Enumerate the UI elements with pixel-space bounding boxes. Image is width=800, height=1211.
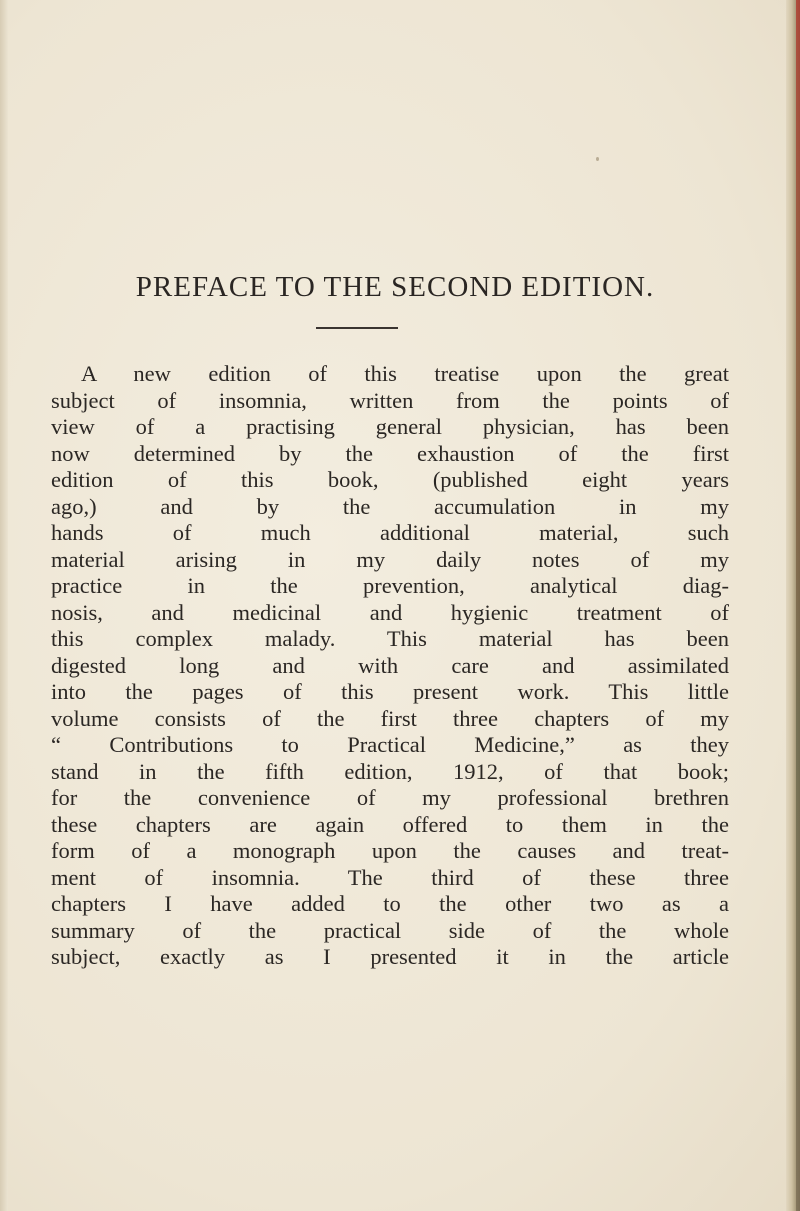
text-line-11: this complex malady. This material has been bbox=[51, 626, 729, 651]
text-line-2: subject of insomnia, written from the points of bbox=[51, 387, 729, 413]
preface-heading: PREFACE TO THE SECOND EDITION. bbox=[135, 271, 655, 303]
text-line-7: hands of much additional material, such bbox=[51, 520, 729, 545]
text-line-22: summary of the practical side of the whole bbox=[51, 917, 729, 943]
paper-speck bbox=[596, 157, 599, 161]
text-line-10: nosis, and medicinal and hygienic treatment of bbox=[51, 599, 729, 625]
book-spine-edge bbox=[786, 0, 800, 1211]
text-line-8: material arising in my daily notes of my bbox=[51, 546, 729, 572]
text-line-20: ment of insomnia. The third of these three bbox=[51, 864, 729, 890]
text-line-12: digested long and with care and assimilated bbox=[51, 652, 729, 678]
preface-body bbox=[51, 361, 729, 971]
spine-tint bbox=[796, 0, 800, 1211]
text-line-23: subject, exactly as I presented it in the article bbox=[51, 944, 729, 969]
text-line-17: for the convenience of my professional brethren bbox=[51, 785, 729, 810]
text-line-14: volume consists of the first three chapters of my bbox=[51, 705, 729, 731]
text-line-3: view of a practising general physician, has been bbox=[51, 414, 729, 439]
text-line-19: form of a monograph upon the causes and treat- bbox=[51, 838, 729, 863]
page-left-edge bbox=[0, 0, 8, 1211]
text-line-13: into the pages of this present work. This little bbox=[51, 679, 729, 704]
text-line-4: now determined by the exhaustion of the first bbox=[51, 440, 729, 466]
heading-rule bbox=[316, 327, 398, 329]
text-line-15: “ Contributions to Practical Medicine,” as they bbox=[51, 732, 729, 757]
text-line-1: A new edition of this treatise upon the great bbox=[81, 361, 729, 386]
text-line-16: stand in the fifth edition, 1912, of that book; bbox=[51, 758, 729, 784]
text-line-21: chapters I have added to the other two as a bbox=[51, 891, 729, 916]
text-line-18: these chapters are again offered to them in the bbox=[51, 811, 729, 837]
text-line-9: practice in the prevention, analytical diag- bbox=[51, 573, 729, 598]
text-line-6: ago,) and by the accumulation in my bbox=[51, 493, 729, 519]
text-line-5: edition of this book, (published eight years bbox=[51, 467, 729, 492]
